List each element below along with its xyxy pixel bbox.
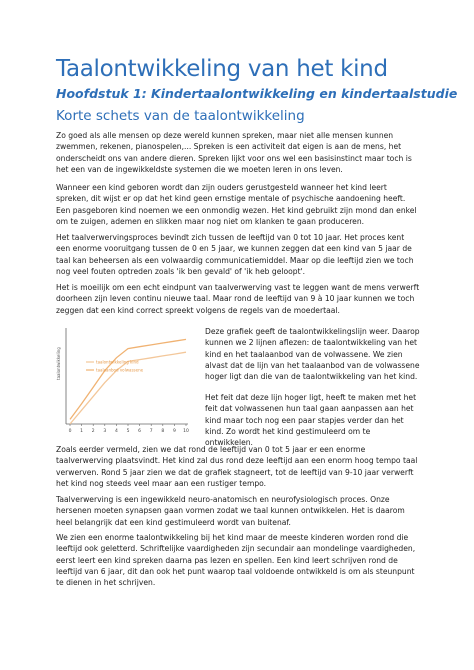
- chart-legend: [86, 360, 144, 373]
- x-tick-label: 1: [80, 429, 84, 434]
- document-title: Taalontwikkeling van het kind: [56, 56, 388, 82]
- y-axis-label: taalontwikkeling: [56, 347, 61, 380]
- series-line-2: [70, 339, 186, 419]
- paragraph-6: Het feit dat deze lijn hoger ligt, heeft te maken met het feit dat volwassenen hun taal gaan aanpassen aan het kind maar toch nog een paar stapjes verder dan het kind. Zo wordt het kind gestimuleerd om te ontwikkelen.: [205, 393, 417, 448]
- x-tick-label: 0: [68, 429, 72, 434]
- chapter-heading: Hoofdstuk 1: Kindertaalontwikkeling en kindertaalstudie: [56, 86, 458, 101]
- x-tick-label: 7: [149, 429, 153, 434]
- chart-svg: [52, 320, 192, 442]
- x-tick-label: 8: [161, 429, 165, 434]
- legend-adult: taalaanbod volwassene: [96, 367, 144, 373]
- paragraph-7: Zoals eerder vermeld, zien we dat rond de leeftijd van 0 tot 5 jaar er een enorme taalverwerving plaatsvindt. Het kind zal dus rond deze leeftijd aan een enorm hoog tempo taal verwerven. Rond 5 jaar zien we dat de grafiek stagneert, tot de leeftijd van 9-10 jaar verwerft het kind nog steeds veel maar aan een rustiger tempo.: [56, 445, 418, 488]
- paragraph-5: Deze grafiek geeft de taalontwikkelingslijn weer. Daarop kunnen we 2 lijnen aflezen: de taalontwikkeling van het kind en het taalaanbod van de volwassene. We zien alvast dat de lijn van het taalaanbod van de volwassene hoger ligt dan die van de taalontwikkeling van het kind.: [205, 327, 420, 382]
- paragraph-4: Het is moeilijk om een echt eindpunt van taalverwerving vast te leggen want de mens verwerft doorheen zijn leven continu nieuwe taal. Maar rond de leeftijd van 9 à 10 jaar kunnen we toch zeggen dat een kind correct spreekt volgens de regels van de moedertaal.: [56, 283, 420, 315]
- legend-child: taalontwikkeling kind: [96, 359, 139, 365]
- paragraph-9: We zien een enorme taalontwikkeling bij het kind maar de meeste kinderen worden rond die leeftijd ook geletterd. Schriftelijke vaardigheden zijn secundair aan mondelinge vaardigheden, eerst leert een kind spreken daarna pas lezen en spellen. Een kind leert schrijven rond de leeftijd van 6 jaar, dit dan ook het punt waarop taal voldoende ontwikkeld is om als steunpunt te dienen in het schrijven.: [56, 533, 416, 588]
- x-tick-label: 9: [172, 429, 176, 434]
- paragraph-8: Taalverwerving is een ingewikkeld neuro-anatomisch en neurofysiologisch proces. Onze hersenen moeten synapsen gaan vormen zodat we taal kunnen ontwikkelen. Het is daarom heel belangrijk dat een kind gestimuleerd wordt van buitenaf.: [56, 495, 405, 527]
- development-chart: [52, 320, 192, 442]
- paragraph-2: Wanneer een kind geboren wordt dan zijn ouders gerustgesteld wanneer het kind leert spreken, dit wijst er op dat het kind geen ernstige mentale of psychische aandoening heeft. Een pasgeboren kind noemen we een onmondig wezen. Het kind gebruikt zijn mond dan enkel om te zuigen, ademen en slikken maar nog niet om klanken te gaan produceren.: [56, 183, 417, 226]
- x-tick-label: 4: [114, 429, 118, 434]
- x-tick-label: 6: [138, 429, 142, 434]
- paragraph-3: Het taalverwervingsproces bevindt zich tussen de leeftijd van 0 tot 10 jaar. Het proces kent een enorme vooruitgang tussen de 0 en 5 jaar, we kunnen zeggen dat een kind van 5 jaar de taal kan beheersen als een volwaardig communicatiemiddel. Maar op die leeftijd zien we toch nog veel fouten optreden zoals 'ik ben gevald' of 'ik heb geloopt'.: [56, 233, 414, 276]
- x-tick-label: 3: [103, 429, 107, 434]
- x-tick-label: 10: [183, 429, 189, 434]
- x-tick-label: 2: [91, 429, 95, 434]
- x-tick-label: 5: [126, 429, 130, 434]
- section-heading: Korte schets van de taalontwikkeling: [56, 108, 305, 124]
- paragraph-1: Zo goed als alle mensen op deze wereld kunnen spreken, maar niet alle mensen kunnen zwemmen, rekenen, pianospelen,... Spreken is een activiteit dat eigen is aan de mens, het onderscheidt ons van andere dieren. Spreken lijkt voor ons wel een basisinstinct maar toch is het een van de ingewikkeldste systemen die we moeten leren in ons leven.: [56, 131, 412, 174]
